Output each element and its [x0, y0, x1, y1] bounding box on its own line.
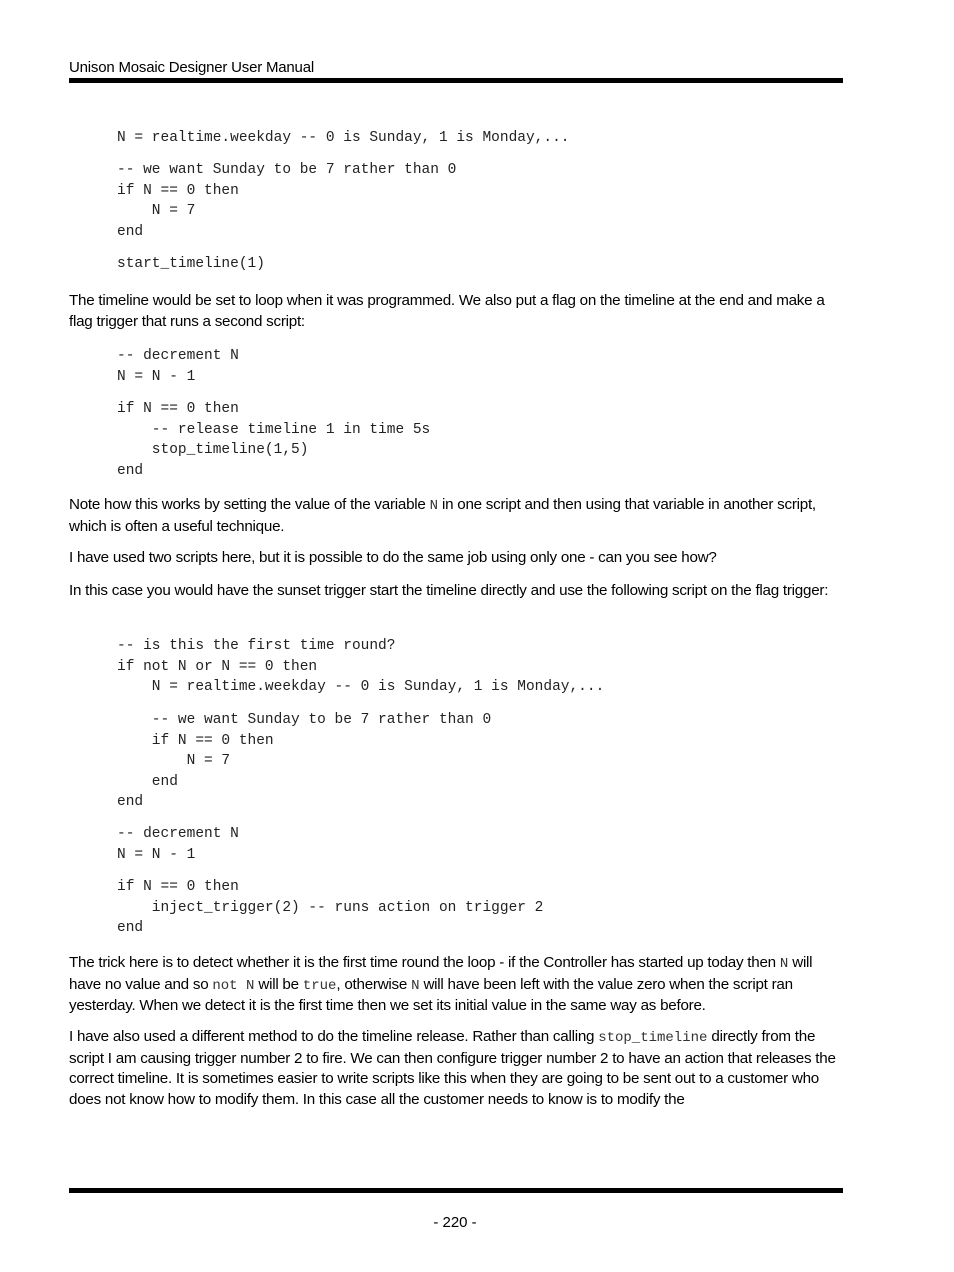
code-block: start_timeline(1) [117, 256, 265, 272]
code-block: -- we want Sunday to be 7 rather than 0 if N == 0 then N = 7 end end [117, 712, 492, 810]
inline-code: not N [212, 977, 255, 994]
inline-code: N [411, 977, 420, 994]
code-block: -- decrement N N = N - 1 [117, 348, 239, 385]
paragraph: I have used two scripts here, but it is possible to do the same job using only one - can you see how? [69, 549, 717, 566]
paragraph: Note how this works by setting the value of the variable N in one script and then using that variable in another script, which is often a useful technique. [69, 496, 816, 535]
code-block: if N == 0 then inject_trigger(2) -- runs action on trigger 2 end [117, 879, 544, 936]
code-block: -- is this the first time round? if not N or N == 0 then N = realtime.weekday -- 0 is Sunday, 1 is Monday,... [117, 638, 605, 695]
paragraph: I have also used a different method to do the timeline release. Rather than calling stop_timeline directly from the script I am causing trigger number 2 to fire. We can then configure trigger number 2 to have an action that releases the correct timeline. It is sometimes easier to write scripts like this when they are going to be sent out to a customer who does not know how to modify them. In this case all the customer needs to know is to modify the [69, 1028, 836, 1108]
code-block: -- we want Sunday to be 7 rather than 0 if N == 0 then N = 7 end [117, 162, 457, 240]
paragraph: The timeline would be set to loop when it was programmed. We also put a flag on the timeline at the end and make a flag trigger that runs a second script: [69, 292, 825, 330]
inline-code: N [429, 498, 438, 514]
inline-code: stop_timeline [598, 1030, 708, 1046]
code-block: N = realtime.weekday -- 0 is Sunday, 1 is Monday,... [117, 130, 570, 146]
header-rule [69, 78, 843, 83]
page-number: - 220 - [433, 1214, 477, 1231]
code-block: if N == 0 then -- release timeline 1 in time 5s stop_timeline(1,5) end [117, 401, 431, 479]
page-header-title: Unison Mosaic Designer User Manual [69, 59, 314, 76]
code-block: -- decrement N N = N - 1 [117, 826, 239, 863]
footer-rule [69, 1188, 843, 1193]
inline-code: N [779, 956, 789, 972]
inline-code: true [302, 977, 337, 994]
paragraph: In this case you would have the sunset trigger start the timeline directly and use the following script on the flag trigger: [69, 582, 829, 599]
paragraph: The trick here is to detect whether it is the first time round the loop - if the Controller has started up today then N will have no value and so not N will be true, otherwise N will have been left with the value zero when the script ran yesterday. When we detect it is the first time then we set its initial value in the same way as before. [69, 954, 813, 1014]
